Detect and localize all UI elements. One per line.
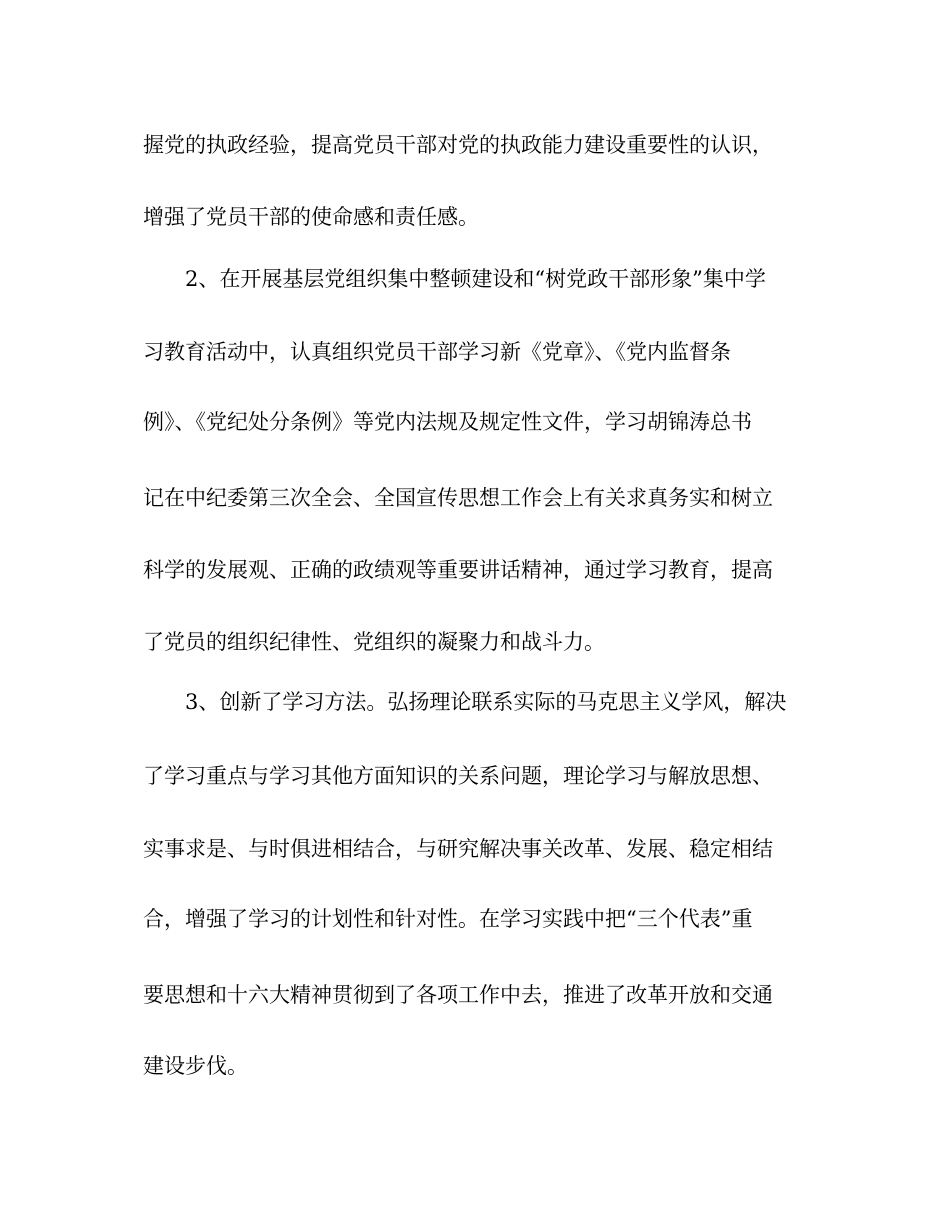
text-line: 实事求是、与时俱进相结合，与研究解决事关改革、发展、稳定相结 [143,837,773,861]
text-line: 例》、《党纪处分条例》等党内法规及规定性文件，学习胡锦涛总书 [143,410,752,434]
text-line: 增强了党员干部的使命感和责任感。 [143,205,479,229]
paragraph-2-start: 2、在开展基层党组织集中整顿建设和“树党政干部形象”集中学 [185,267,766,291]
text-line: 了党员的组织纪律性、党组织的凝聚力和战斗力。 [143,630,605,654]
text-line: 握党的执政经验，提高党员干部对党的执政能力建设重要性的认识， [143,133,773,157]
text-line: 建设步伐。 [143,1054,248,1078]
text-line: 习教育活动中，认真组织党员干部学习新《党章》、《党内监督条 [143,340,731,364]
text-line: 科学的发展观、正确的政绩观等重要讲话精神，通过学习教育，提高 [143,558,773,582]
text-line: 要思想和十六大精神贯彻到了各项工作中去，推进了改革开放和交通 [143,983,773,1007]
text-line: 了学习重点与学习其他方面知识的关系问题，理论学习与解放思想、 [143,764,773,788]
text-line: 记在中纪委第三次全会、全国宣传思想工作会上有关求真务实和树立 [143,486,773,510]
text-line: 合，增强了学习的计划性和针对性。在学习实践中把“三个代表”重 [143,907,753,931]
paragraph-3-start: 3、创新了学习方法。弘扬理论联系实际的马克思主义学风，解决 [185,690,787,714]
